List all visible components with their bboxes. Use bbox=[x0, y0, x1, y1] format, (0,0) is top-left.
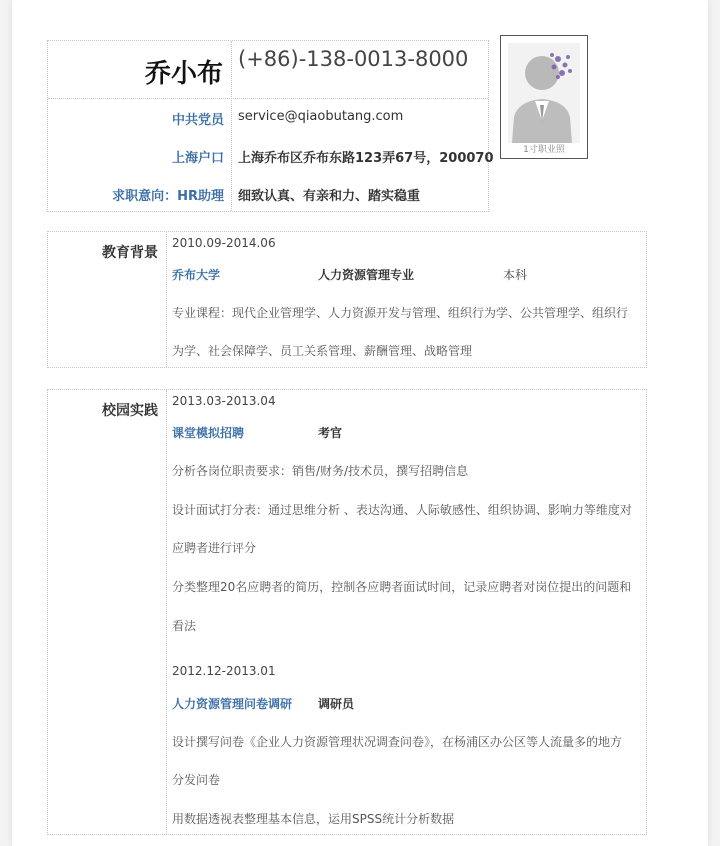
education-date: 2010.09-2014.06 bbox=[172, 236, 276, 250]
major: 人力资源管理专业 bbox=[318, 268, 415, 282]
entry-2-role: 调研员 bbox=[318, 697, 355, 711]
courses-line-2: 为学、社会保障学、员工关系管理、薪酬管理、战略管理 bbox=[172, 344, 473, 358]
profile-photo bbox=[500, 35, 588, 159]
avatar-placeholder-icon bbox=[508, 43, 580, 143]
entry-1-line-3: 应聘者进行评分 bbox=[172, 541, 257, 555]
candidate-name: 乔小布 bbox=[144, 59, 223, 89]
entry-1-date: 2013.03-2013.04 bbox=[172, 394, 276, 408]
education-divider bbox=[166, 232, 167, 367]
entry-2-org: 人力资源管理问卷调研 bbox=[172, 697, 293, 711]
entry-2-line-3: 用数据透视表整理基本信息，运用SPSS统计分析数据 bbox=[172, 812, 455, 826]
entry-2-line-2: 分发问卷 bbox=[172, 773, 221, 787]
address: 上海乔布区乔布东路123弄67号，200070 bbox=[238, 151, 494, 166]
entry-1-line-4: 分类整理20名应聘者的简历，控制各应聘者面试时间，记录应聘者对岗位提出的问题和 bbox=[172, 580, 632, 594]
campus-title: 校园实践 bbox=[102, 403, 158, 419]
entry-2-line-1: 设计撰写问卷《企业人力资源管理状况调查问卷》，在杨浦区办公区等人流量多的地方 bbox=[172, 735, 623, 749]
photo-caption: 1寸职业照 bbox=[523, 145, 565, 155]
degree: 本科 bbox=[503, 268, 528, 282]
campus-practice-section bbox=[47, 389, 647, 835]
school-name: 乔布大学 bbox=[172, 268, 221, 282]
header-divider-vertical bbox=[231, 41, 232, 211]
self-description: 细致认真、有亲和力、踏实稳重 bbox=[238, 189, 421, 204]
header-label-party: 中共党员 bbox=[171, 113, 224, 128]
entry-1-role: 考官 bbox=[318, 426, 343, 440]
header-divider-horizontal bbox=[48, 98, 488, 99]
entry-2-date: 2012.12-2013.01 bbox=[172, 664, 276, 678]
entry-1-org: 课堂模拟招聘 bbox=[172, 426, 245, 440]
header-label-hukou: 上海户口 bbox=[171, 151, 224, 166]
email: service@qiaobutang.com bbox=[238, 109, 404, 124]
courses-line-1: 专业课程：现代企业管理学、人力资源开发与管理、组织行为学、公共管理学、组织行 bbox=[172, 306, 629, 320]
entry-1-line-5: 看法 bbox=[172, 619, 197, 633]
header-label-objective: 求职意向：HR助理 bbox=[112, 189, 224, 204]
phone-number: (+86)-138-0013-8000 bbox=[238, 47, 469, 71]
campus-divider bbox=[166, 390, 167, 834]
education-title: 教育背景 bbox=[102, 245, 158, 261]
header-block bbox=[47, 40, 494, 212]
entry-1-line-1: 分析各岗位职责要求：销售/财务/技术员，撰写招聘信息 bbox=[172, 464, 469, 478]
entry-1-line-2: 设计面试打分表：通过思维分析 、表达沟通、人际敏感性、组织协调、影响力等维度对 bbox=[172, 503, 632, 517]
education-section bbox=[47, 231, 647, 368]
